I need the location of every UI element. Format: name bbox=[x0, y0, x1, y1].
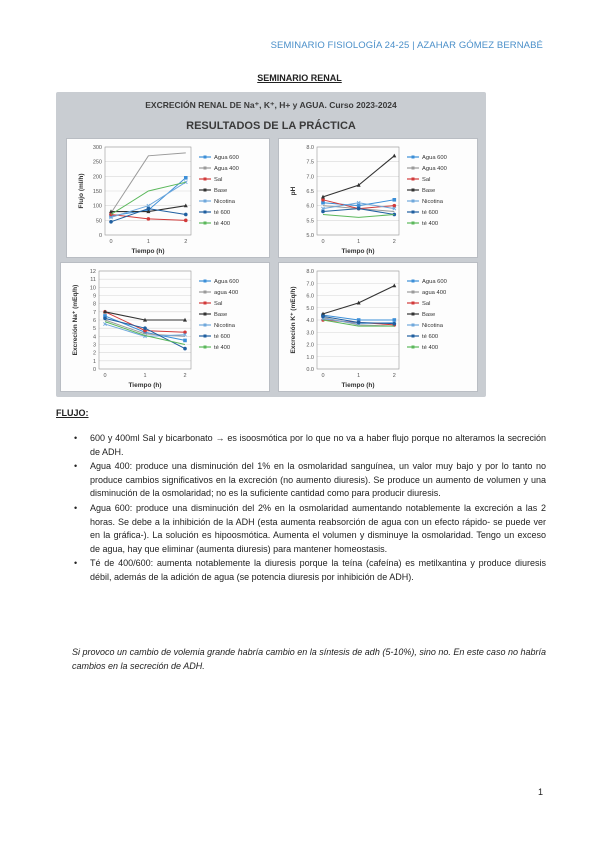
legend-marker bbox=[204, 156, 207, 159]
y-tick-label: 8 bbox=[92, 301, 96, 308]
legend-marker bbox=[412, 200, 415, 203]
chart-flujo bbox=[66, 138, 270, 258]
legend-marker bbox=[412, 167, 415, 170]
y-tick-label: 5 bbox=[92, 326, 96, 333]
legend-label: té 400 bbox=[214, 221, 231, 227]
y-axis-label: Excreción Na⁺ (mEq/h) bbox=[72, 284, 79, 356]
legend-marker bbox=[204, 291, 207, 294]
y-tick-label: 6.0 bbox=[306, 203, 314, 210]
data-point bbox=[392, 154, 396, 158]
page-header: SEMINARIO FISIOLOGÍA 24-25 | AZAHAR GÓMEZ BERNABÉ bbox=[270, 40, 543, 51]
data-point bbox=[321, 198, 325, 202]
y-tick-label: 4.0 bbox=[306, 318, 314, 324]
x-tick-label: 2 bbox=[392, 239, 396, 245]
bullet-marker: • bbox=[74, 558, 78, 569]
legend-label: Base bbox=[214, 312, 228, 318]
y-tick-label: 250 bbox=[92, 159, 102, 166]
legend-label: Sal bbox=[422, 301, 431, 307]
data-point bbox=[109, 220, 113, 224]
data-point bbox=[393, 198, 397, 202]
legend-label: Agua 400 bbox=[214, 166, 239, 172]
x-tick-label: 0 bbox=[103, 373, 107, 379]
list-item-text: Agua 600: produce una disminución del 2% en la osmolaridad aumentando notablemente la excreción a las 2 horas. Se debe a la inhibición de la ADH (esta aumenta reabsorción de agua con un efecto rápido- se puede ver en la gráfica-). La solución es hipoosmótica. Aumenta el volumen y disminuye la osmolaridad. Tengo un exceso de agua, hay que eliminar (aumenta diuresis) para mantener homeostasis. bbox=[90, 502, 546, 554]
legend-label: Agua 400 bbox=[422, 166, 447, 172]
x-tick-label: 1 bbox=[357, 239, 361, 245]
y-tick-label: 4 bbox=[92, 334, 96, 341]
list-item bbox=[56, 502, 546, 556]
legend-label: té 400 bbox=[422, 221, 439, 227]
legend-label: té 600 bbox=[422, 334, 439, 340]
y-tick-label: 3 bbox=[92, 342, 96, 349]
legend-marker bbox=[412, 302, 415, 305]
page-number: 1 bbox=[537, 787, 543, 797]
series-line-base bbox=[323, 286, 394, 314]
y-tick-label: 8.0 bbox=[306, 145, 314, 151]
data-point bbox=[143, 326, 147, 330]
y-tick-label: 7.5 bbox=[306, 159, 314, 166]
legend-label: Nicotina bbox=[214, 323, 235, 329]
bullet-marker: • bbox=[74, 502, 78, 513]
chart-svg bbox=[279, 263, 477, 391]
y-tick-label: 1 bbox=[92, 358, 96, 365]
y-tick-label: 0 bbox=[98, 233, 102, 239]
y-tick-label: 1.0 bbox=[306, 354, 314, 361]
legend-marker bbox=[412, 335, 415, 338]
y-tick-label: 5.0 bbox=[306, 233, 314, 239]
legend-marker bbox=[204, 211, 207, 214]
y-tick-label: 300 bbox=[92, 145, 102, 151]
legend-marker bbox=[204, 313, 207, 316]
photo-title: EXCRECIÓN RENAL DE Na⁺, K⁺, H+ y AGUA. Curso 2023-2024 bbox=[145, 100, 397, 110]
y-axis-label: Flujo (ml/h) bbox=[78, 173, 85, 209]
legend-marker bbox=[412, 222, 415, 225]
legend-label: Base bbox=[214, 188, 228, 194]
legend-label: agua 400 bbox=[422, 290, 447, 296]
legend-label: té 600 bbox=[214, 210, 231, 216]
legend-label: Agua 600 bbox=[214, 155, 239, 161]
data-point bbox=[321, 315, 325, 319]
legend-marker bbox=[412, 211, 415, 214]
legend-marker bbox=[204, 280, 207, 283]
x-tick-label: 2 bbox=[184, 239, 188, 245]
legend-marker bbox=[204, 222, 207, 225]
legend-marker bbox=[204, 335, 207, 338]
legend-marker bbox=[412, 189, 415, 192]
legend-marker bbox=[204, 189, 207, 192]
data-point bbox=[147, 207, 151, 211]
y-tick-label: 0.0 bbox=[306, 367, 314, 373]
y-tick-label: 10 bbox=[89, 285, 96, 292]
data-point bbox=[184, 176, 188, 180]
legend-marker bbox=[412, 313, 415, 316]
legend-label: agua 400 bbox=[214, 290, 239, 296]
data-point bbox=[147, 217, 151, 221]
legend-marker bbox=[204, 200, 207, 203]
y-tick-label: 12 bbox=[89, 269, 96, 275]
y-tick-label: 9 bbox=[92, 293, 96, 300]
x-tick-label: 1 bbox=[357, 373, 361, 379]
data-point bbox=[183, 339, 187, 343]
data-point bbox=[393, 322, 397, 326]
y-tick-label: 7 bbox=[92, 309, 96, 316]
x-axis-label: Tiempo (h) bbox=[128, 382, 162, 389]
y-tick-label: 11 bbox=[90, 277, 96, 284]
list-item bbox=[56, 557, 546, 584]
list-item-text: Agua 400: produce una disminución del 1% en la osmolaridad sanguínea, un valor muy bajo y por lo tanto no produce cambios significativos en la excreción (no aumento diuresis). Se produce un aumento de volumen y una disminución de la osmolaridad; no es la suficiente cantidad como para producir diuresis. bbox=[90, 461, 546, 499]
data-point bbox=[392, 284, 396, 288]
bullet-marker: • bbox=[74, 461, 78, 472]
chart-svg bbox=[67, 139, 269, 257]
legend-label: Base bbox=[422, 312, 436, 318]
y-tick-label: 3.0 bbox=[306, 330, 314, 337]
legend-label: Base bbox=[422, 188, 436, 194]
y-tick-label: 2.0 bbox=[306, 342, 314, 349]
chart-svg bbox=[279, 139, 477, 257]
legend-label: Sal bbox=[214, 177, 223, 183]
y-axis-label: pH bbox=[290, 186, 297, 196]
list-item bbox=[56, 432, 546, 459]
y-tick-label: 100 bbox=[92, 203, 102, 210]
legend-marker bbox=[204, 324, 207, 327]
data-point bbox=[321, 210, 325, 214]
y-tick-label: 6 bbox=[92, 318, 96, 324]
y-tick-label: 6.0 bbox=[306, 293, 314, 300]
y-tick-label: 5.5 bbox=[306, 218, 314, 225]
legend-marker bbox=[412, 156, 415, 159]
photo-subtitle: RESULTADOS DE LA PRÁCTICA bbox=[186, 120, 356, 132]
x-tick-label: 1 bbox=[143, 373, 147, 379]
y-axis-label: Excreción K⁺ (mEq/h) bbox=[290, 286, 297, 354]
results-photo bbox=[56, 92, 486, 397]
legend-marker bbox=[412, 346, 415, 349]
y-tick-label: 8.0 bbox=[306, 269, 314, 275]
y-tick-label: 5.0 bbox=[306, 305, 314, 312]
chart-excrecion-k bbox=[278, 262, 478, 392]
legend-marker bbox=[412, 324, 415, 327]
x-tick-label: 2 bbox=[183, 373, 187, 379]
bullet-marker: • bbox=[74, 433, 78, 443]
data-point bbox=[184, 219, 188, 223]
legend-label: té 600 bbox=[214, 334, 231, 340]
legend-label: Nicotina bbox=[214, 199, 235, 205]
chart-ph bbox=[278, 138, 478, 258]
data-point bbox=[183, 347, 187, 351]
legend-marker bbox=[204, 346, 207, 349]
series-line-te-400 bbox=[323, 214, 394, 217]
data-point bbox=[184, 213, 188, 217]
x-tick-label: 1 bbox=[146, 239, 150, 245]
y-tick-label: 6.5 bbox=[306, 189, 314, 195]
data-point bbox=[103, 317, 107, 321]
y-tick-label: 200 bbox=[92, 174, 102, 181]
x-axis-label: Tiempo (h) bbox=[131, 248, 165, 255]
bullet-list bbox=[56, 432, 546, 586]
y-tick-label: 7.0 bbox=[306, 281, 314, 288]
legend-label: Sal bbox=[214, 301, 223, 307]
legend-label: Nicotina bbox=[422, 199, 443, 205]
list-item bbox=[56, 460, 546, 501]
x-tick-label: 2 bbox=[392, 373, 396, 379]
legend-label: Sal bbox=[422, 177, 431, 183]
data-point bbox=[357, 321, 361, 325]
legend-marker bbox=[204, 167, 207, 170]
legend-marker bbox=[204, 302, 207, 305]
y-tick-label: 2 bbox=[92, 350, 96, 357]
y-tick-label: 50 bbox=[95, 218, 102, 225]
data-point bbox=[357, 207, 361, 211]
legend-label: té 400 bbox=[422, 345, 439, 351]
italic-note: Si provoco un cambio de volemia grande habría cambio en la síntesis de adh (5-10%), sino no. En este caso no habría cambios en la secreción de ADH. bbox=[72, 647, 546, 671]
x-tick-label: 0 bbox=[109, 239, 113, 245]
x-axis-label: Tiempo (h) bbox=[341, 248, 375, 255]
legend-marker bbox=[412, 178, 415, 181]
list-item-text: Té de 400/600: aumenta notablemente la diuresis porque la teína (cafeína) es metilxantina y produce diuresis débil, además de la adición de agua (se potencia diuresis por inhibición de ADH). bbox=[90, 558, 546, 582]
legend-label: té 400 bbox=[214, 345, 231, 351]
y-tick-label: 0 bbox=[92, 367, 96, 373]
y-tick-label: 150 bbox=[92, 189, 102, 195]
legend-label: Agua 600 bbox=[422, 279, 447, 285]
legend-label: té 600 bbox=[422, 210, 439, 216]
y-tick-label: 7.0 bbox=[306, 174, 314, 181]
x-tick-label: 0 bbox=[321, 373, 325, 379]
chart-svg bbox=[61, 263, 269, 391]
legend-marker bbox=[204, 178, 207, 181]
legend-label: Nicotina bbox=[422, 323, 443, 329]
list-item-text: 600 y 400ml Sal y bicarbonato → es isoosmótica por lo que no va a haber flujo porque no alteramos la secreción de ADH. bbox=[90, 433, 546, 457]
chart-excrecion-na bbox=[60, 262, 270, 392]
legend-marker bbox=[412, 280, 415, 283]
legend-label: Agua 600 bbox=[422, 155, 447, 161]
section-heading-flujo: FLUJO: bbox=[56, 408, 89, 418]
document-title: SEMINARIO RENAL bbox=[257, 73, 342, 83]
x-tick-label: 0 bbox=[321, 239, 325, 245]
legend-marker bbox=[412, 291, 415, 294]
legend-label: Agua 600 bbox=[214, 279, 239, 285]
x-axis-label: Tiempo (h) bbox=[341, 382, 375, 389]
